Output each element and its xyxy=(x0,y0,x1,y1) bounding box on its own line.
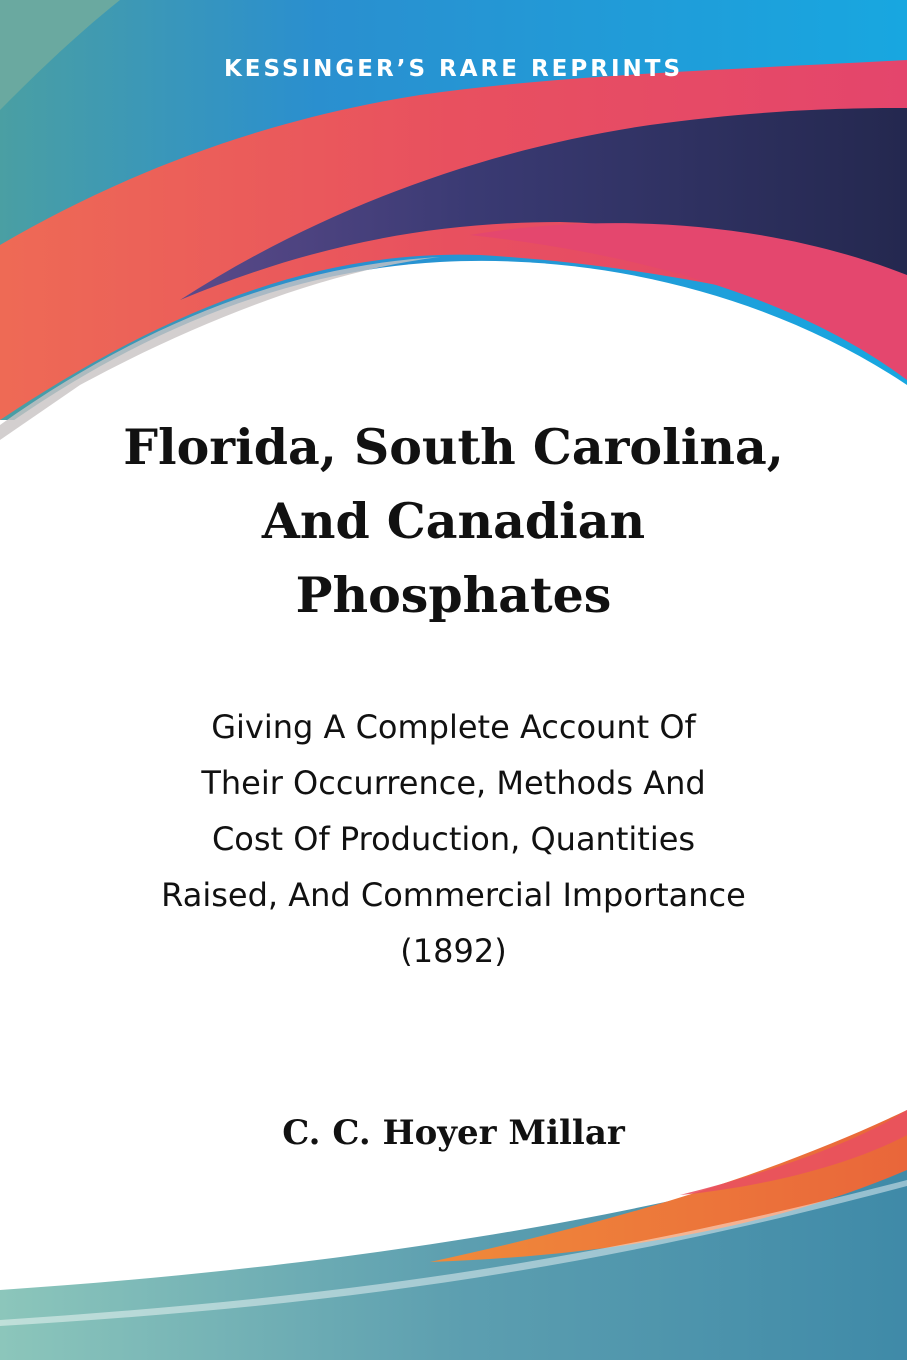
author-name: C. C. Hoyer Millar xyxy=(282,1113,625,1153)
subtitle-line: Giving A Complete Account Of xyxy=(211,708,696,746)
book-subtitle xyxy=(40,699,867,979)
title-line: Florida, South Carolina, xyxy=(123,418,784,476)
subtitle-line: Their Occurrence, Methods And xyxy=(201,764,706,802)
publisher-banner: KESSINGER’S RARE REPRINTS xyxy=(223,56,684,82)
book-title xyxy=(40,410,867,632)
subtitle-line: Raised, And Commercial Importance xyxy=(161,876,746,914)
subtitle-line: Cost Of Production, Quantities xyxy=(211,820,696,858)
title-line: Phosphates xyxy=(295,566,612,624)
subtitle-line: (1892) xyxy=(400,932,507,970)
title-line: And Canadian xyxy=(261,492,646,550)
